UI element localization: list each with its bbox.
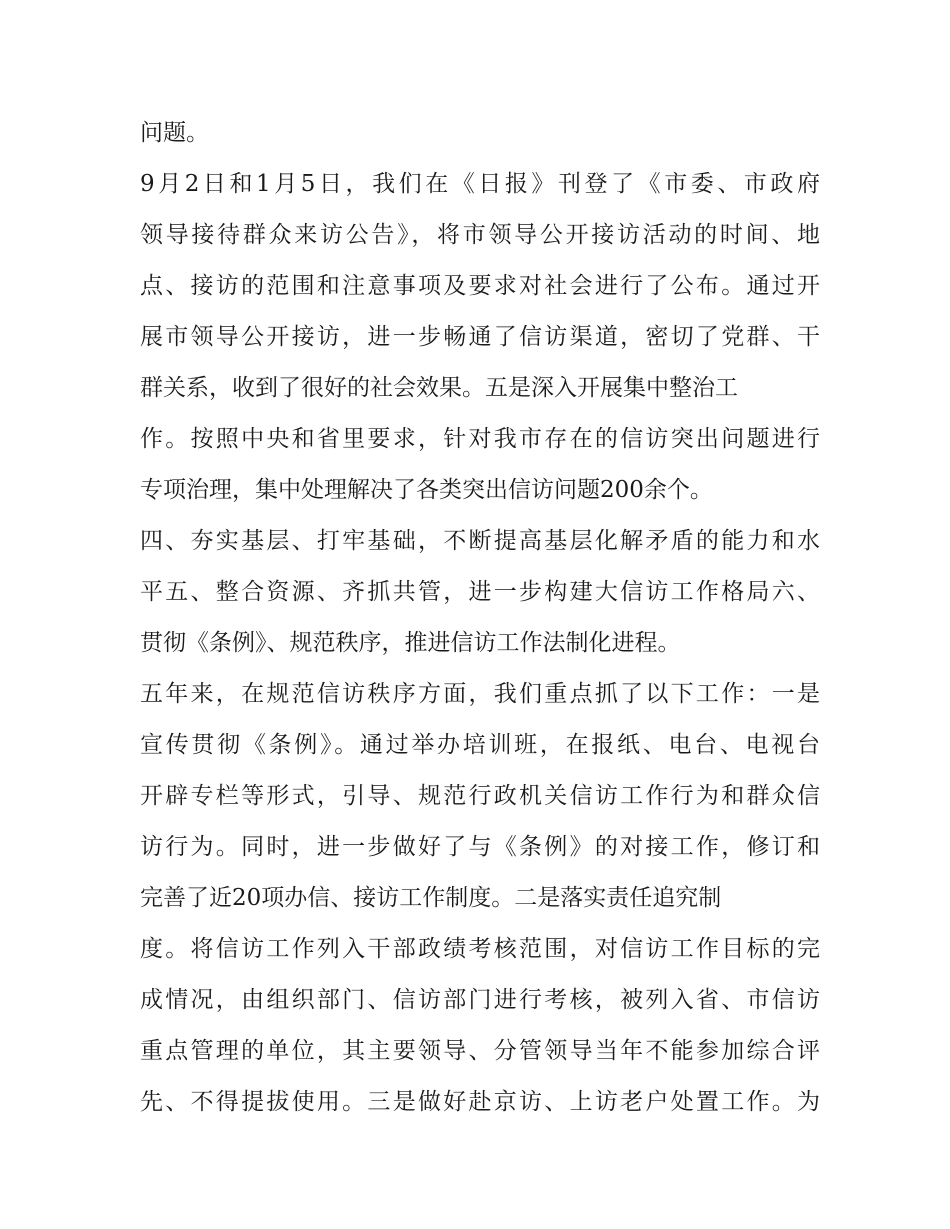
text-line: 贯彻《条例》、规范秩序，推进信访工作法制化进程。 — [140, 630, 681, 656]
text-line: 专项治理，集中处理解决了各类突出信访问题200余个。 — [140, 477, 713, 503]
text-line: 成情况，由组织部门、信访部门进行考核，被列入省、市信访 — [140, 987, 820, 1013]
text-line: 宣传贯彻《条例》。通过举办培训班，在报纸、电台、电视台 — [140, 732, 820, 758]
text-line: 五年来，在规范信访秩序方面，我们重点抓了以下工作：一是 — [140, 681, 820, 707]
text-line: 点、接访的范围和注意事项及要求对社会进行了公布。通过开 — [140, 273, 820, 299]
text-line: 访行为。同时，进一步做好了与《条例》的对接工作，修订和 — [140, 834, 820, 860]
body-text — [140, 108, 820, 1128]
text-line: 开辟专栏等形式，引导、规范行政机关信访工作行为和群众信 — [140, 783, 820, 809]
text-line: 9月2日和1月5日，我们在《日报》刊登了《市委、市政府 — [140, 171, 820, 197]
text-line: 领导接待群众来访公告》，将市领导公开接访活动的时间、地 — [140, 222, 820, 248]
text-line: 完善了近20项办信、接访工作制度。二是落实责任追究制 — [140, 885, 722, 911]
text-line: 作。按照中央和省里要求，针对我市存在的信访突出问题进行 — [140, 426, 820, 452]
text-line: 群关系，收到了很好的社会效果。五是深入开展集中整治工 — [140, 375, 738, 401]
text-line: 重点管理的单位，其主要领导、分管领导当年不能参加综合评 — [140, 1038, 820, 1064]
text-line: 先、不得提拔使用。三是做好赴京访、上访老户处置工作。为 — [140, 1089, 820, 1115]
text-line: 展市领导公开接访，进一步畅通了信访渠道，密切了党群、干 — [140, 324, 820, 350]
text-line: 平五、整合资源、齐抓共管，进一步构建大信访工作格局六、 — [140, 579, 820, 605]
text-line: 四、夯实基层、打牢基础，不断提高基层化解矛盾的能力和水 — [140, 528, 820, 554]
text-line: 度。将信访工作列入干部政绩考核范围，对信访工作目标的完 — [140, 936, 820, 962]
text-line: 问题。 — [140, 120, 209, 146]
